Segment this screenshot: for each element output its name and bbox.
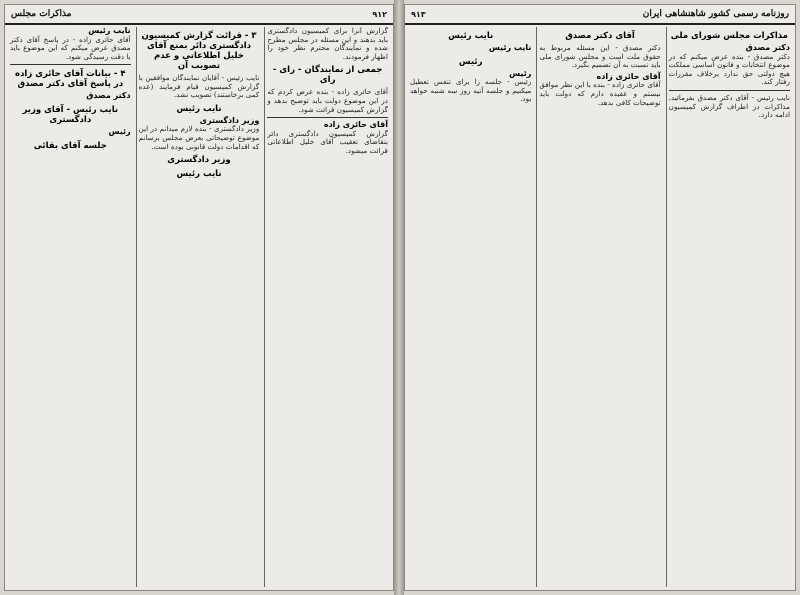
paragraph: آقای حائری زاده - در پاسخ آقای دکتر مصدق عرض میکنم که این موضوع باید با دقت رسیدگی شود. (9, 34, 131, 61)
left-page-header (5, 5, 393, 25)
paragraph: آقای حائری زاده - بنده عرض کردم که در این موضوع دولت باید توضیح بدهد و گزارش کمیسیون قرائت شود. (267, 87, 388, 114)
speaker-name: نایب رئیس (88, 27, 131, 35)
section-heading: ۳ - قرائت گزارش کمیسیون دادگستری دائر بمنع آقای خلیل اطلاعاتی و عدم تصویب آن (141, 31, 257, 71)
section-heading: مذاکرات مجلس شورای ملی (670, 31, 788, 41)
section-heading: نایب رئیس (176, 103, 222, 114)
divider (669, 90, 790, 91)
section-heading: وزیر دادگستری (167, 155, 231, 166)
paragraph: گزارش کمیسیون دادگستری دائر بتقاضای تعقیب آقای خلیل اطلاعاتی قرائت میشود. (267, 128, 388, 155)
left-column-1 (264, 27, 390, 587)
left-column-2 (136, 27, 262, 587)
right-page (404, 4, 796, 591)
section-heading: نایب رئیس - آقای وزیر دادگستری (22, 104, 119, 125)
paragraph: رئیس - جلسه را برای تنفس تعطیل میکنیم و جلسه آتیه روز سه شنبه خواهد بود. (410, 77, 532, 104)
right-column-1 (666, 27, 792, 587)
right-page-number: ۹۱۳ (411, 9, 426, 19)
right-page-title: روزنامه رسمی کشور شاهنشاهی ایران (642, 9, 789, 19)
left-column-3 (8, 27, 133, 587)
left-page-title: مذاکرات مجلس (11, 9, 72, 19)
paragraph: آقای حائری زاده - بنده با این نظر موافق نیستم و عقیده دارم که دولت باید توضیحات کافی بدهد. (539, 80, 661, 107)
section-heading: جمعی از نمایندگان - رای - رای (272, 65, 383, 86)
section-heading: ۴ - بیانات آقای حائری زاده در پاسخ آقای دکتر مصدق (15, 69, 126, 90)
paragraph: دکتر مصدق - بنده عرض میکنم که در موضوع انتخابات و قانون اساسی مملکت هیچ دولتی حق ندارد برخلاف مقررات رفتار کند. (668, 51, 790, 87)
paragraph: نایب رئیس - آقایان نمایندگان موافقین با گزارش کمیسیون قیام فرمایند (عده کمی برخاستند) تصویب نشد. (138, 73, 260, 100)
speaker-name: دکتر مصدق (745, 43, 790, 52)
left-page-number: ۹۱۲ (372, 9, 387, 19)
right-page-columns (408, 27, 792, 587)
right-column-3 (408, 27, 533, 587)
speaker-name: آقای حائری زاده (596, 71, 661, 81)
section-heading: آقای دکتر مصدق (565, 31, 635, 41)
section-heading: نایب رئیس (448, 31, 494, 41)
paragraph: گزارش آنرا برای کمیسیون دادگستری باید بدهند و این مسئله در مجلس مطرح شده و نمایندگان محترم نظر خود را اظهار فرمودند. (267, 27, 388, 61)
page-gutter (394, 0, 404, 595)
speaker-name: رئیس (509, 68, 532, 78)
speaker-name: رئیس (108, 126, 131, 136)
section-heading: رئیس (458, 56, 483, 67)
left-page-columns (8, 27, 390, 587)
paragraph: دکتر مصدق - این مسئله مربوط به حقوق ملت است و مجلس شورای ملی باید نسبت به آن تصمیم بگیرد. (539, 43, 661, 70)
speaker-name: آقای حائری زاده (323, 120, 388, 130)
right-column-2 (536, 27, 662, 587)
right-page-header (405, 5, 795, 25)
divider (10, 64, 131, 65)
speaker-name: نایب رئیس (488, 43, 532, 52)
left-page (4, 4, 394, 591)
paragraph: وزیر دادگستری - بنده لازم میدانم در این موضوع توضیحاتی بعرض مجلس برسانم که اقدامات دولت قانونی بوده است. (138, 124, 260, 151)
speaker-name: وزیر دادگستری (199, 115, 260, 125)
divider (267, 117, 388, 118)
paragraph: نایب رئیس - آقای دکتر مصدق بفرمائید. مذاکرات در اطراف گزارش کمیسیون ادامه دارد. (668, 92, 790, 120)
speaker-name: دکتر مصدق (86, 91, 131, 101)
section-heading: نایب رئیس (176, 169, 222, 180)
section-heading: جلسه آقای بقائی (33, 140, 107, 151)
